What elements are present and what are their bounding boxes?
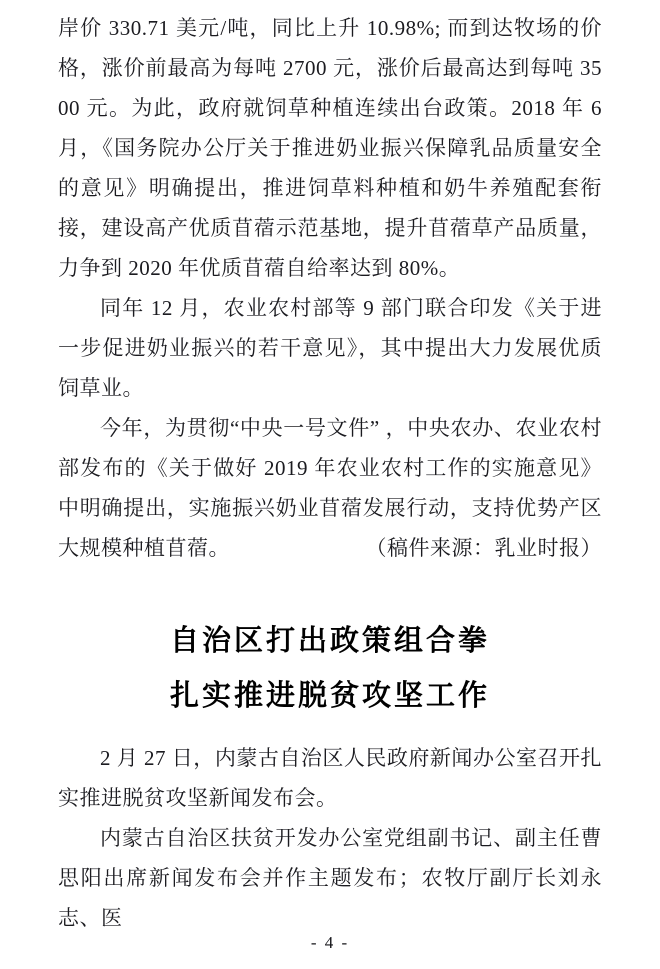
article-title-line-1: 自治区打出政策组合拳 (169, 625, 490, 657)
paragraph-this-year (58, 408, 602, 568)
paragraph-feed-prices: 岸价 330.71 美元/吨，同比上升 10.98%; 而到达牧场的价格，涨价前最高为每吨 2700 元，涨价后最高达到每吨 3500 元。为此，政府就饲草种植连续出台政策。2018 年 6 月，《国务院办公厅关于推进奶业振兴保障乳品质量安全的意见》明确提出，推进饲草料种植和奶牛养殖配套衔接，建设高产优质苜蓿示范基地，提升苜蓿草产品质量，力争到 2020 年优质苜蓿自给率达到 80%。 (58, 16, 602, 280)
paragraph-text: 今年，为贯彻“中央一号文件” ，中央农办、农业农村部发布的《关于做好 2019 年农业农村工作的实施意见》中明确提出，实施振兴奶业苜蓿发展行动，支持优势产区大规模种植苜蓿。 (58, 416, 602, 560)
paragraph-press-conference: 2 月 27 日，内蒙古自治区人民政府新闻办公室召开扎实推进脱贫攻坚新闻发布会。 (58, 746, 602, 810)
paragraph-officials: 内蒙古自治区扶贫开发办公室党组副书记、副主任曹思阳出席新闻发布会并作主题发布；农牧厅副厅长刘永志、医 (58, 826, 602, 930)
page-number: - 4 - (310, 933, 350, 952)
source-attribution: （稿件来源：乳业时报） (365, 536, 602, 560)
article-dairy-feed-policy (58, 8, 602, 568)
paragraph-nine-departments: 同年 12 月，农业农村部等 9 部门联合印发《关于进一步促进奶业振兴的若干意见》，其中提出大力发展优质饲草业。 (58, 296, 602, 400)
article-title (58, 614, 602, 724)
article-poverty-alleviation (58, 738, 602, 938)
article-title-line-2: 扎实推进脱贫攻坚工作 (169, 680, 490, 712)
